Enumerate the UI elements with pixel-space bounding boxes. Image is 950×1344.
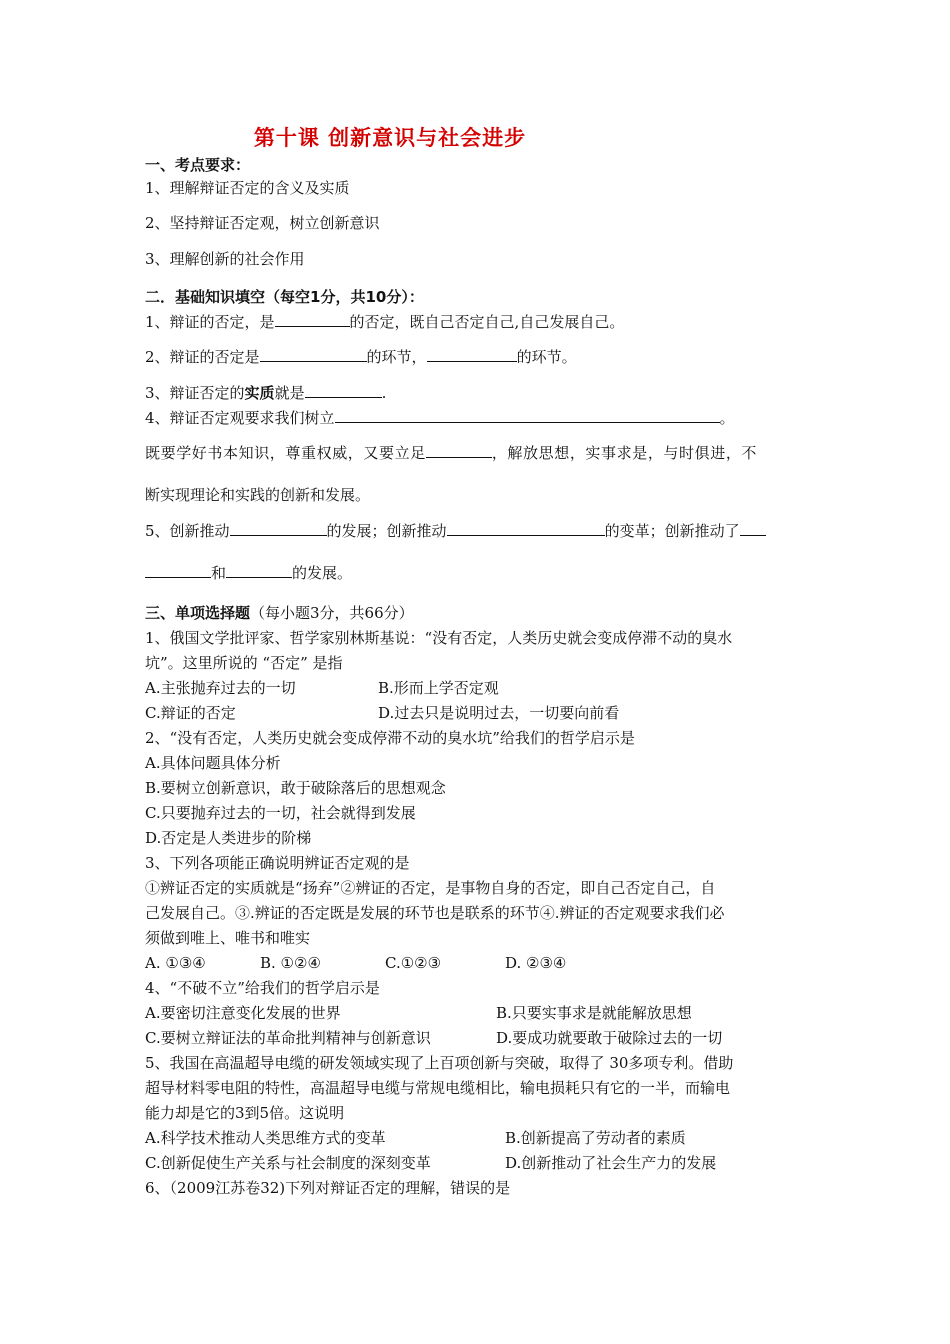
q4-option-a: A.要密切注意变化发展的世界 [145,1004,341,1022]
fill-question-4-end: 断实现理论和实践的创新和发展。 [145,486,371,504]
blank-line [305,382,382,398]
q2-option-c: C.只要抛弃过去的一切，社会就得到发展 [145,804,416,822]
q4-option-b: B.只要实事求是就能解放思想 [496,1004,692,1022]
fill-question-1 [145,311,810,332]
q5-option-c: C.创新促使生产关系与社会制度的深刻变革 [145,1154,431,1172]
section1-item-1: 1、理解辩证否定的含义及实质 [145,179,350,197]
q3-text-c: 就是 [274,384,305,402]
q5-option-d: D.创新推动了社会生产力的发展 [505,1154,717,1172]
q2-option-a: A.具体问题具体分析 [145,754,281,772]
section3-heading: 三、单项选择题 [145,604,251,622]
q3-option-a: A. ①③④ [145,954,206,972]
section1-heading: 一、考点要求： [145,156,251,174]
q3-bold-text: 实质 [244,384,275,402]
section1-item-3: 3、理解创新的社会作用 [145,250,305,268]
fill-question-4 [145,407,810,428]
mc-question-5-line-2: 超导材料零电阻的特性，高温超导电缆与常规电缆相比，输电损耗只有它的一半，而输电 [145,1079,731,1097]
q4-text-b: 。 [719,409,735,427]
section3-heading-note: （每小题3分，共66分） [250,604,414,622]
blank-line [740,520,766,536]
blank-line [260,346,367,362]
mc-question-5-line-3: 能力却是它的3到5倍。这说明 [145,1104,345,1122]
q4-option-c: C.要树立辩证法的革命批判精神与创新意识 [145,1029,431,1047]
mc-question-1-line-1: 1、俄国文学批评家、哲学家别林斯基说：“没有否定，人类历史就会变成停滞不动的臭水 [145,629,733,647]
section3-heading-row [145,603,810,623]
q3-option-d: D. ②③④ [505,954,567,972]
q4b-text-a: 既要学好书本知识，尊重权威，又要立足 [145,444,426,462]
q1-text-b: 的否定，既自己否定自己,自己发展自己。 [349,313,625,331]
mc-question-3-line-4: 须做到唯上、唯书和唯实 [145,929,311,947]
blank-line [335,407,720,423]
fill-question-3 [145,382,810,403]
fill-question-4-cont [145,442,810,463]
q5-text-c: 的变革；创新推动了 [604,522,740,540]
q1-text-a: 1、辩证的否定，是 [145,313,275,331]
blank-line [145,562,211,578]
q4-option-d: D.要成功就要敢于破除过去的一切 [496,1029,723,1047]
q2-option-d: D.否定是人类进步的阶梯 [145,829,312,847]
q2-option-b: B.要树立创新意识，敢于破除落后的思想观念 [145,779,446,797]
q3-option-b: B. ①②④ [260,954,321,972]
q1-option-b: B.形而上学否定观 [378,679,499,697]
q5b-text-b: 的发展。 [292,564,353,582]
q5-option-a: A.科学技术推动人类思维方式的变革 [145,1129,386,1147]
mc-question-3-line-2: ①辨证否定的实质就是“扬弃”②辨证的否定，是事物自身的否定，即自己否定自己，自 [145,879,716,897]
q1-option-d: D.过去只是说明过去，一切要向前看 [378,704,620,722]
q1-option-c: C.辩证的否定 [145,704,236,722]
q4-text-a: 4、辩证否定观要求我们树立 [145,409,335,427]
fill-question-5 [145,520,810,541]
q2-text-b: 的环节， [366,348,427,366]
mc-question-4-line-1: 4、“不破不立”给我们的哲学启示是 [145,979,380,997]
blank-line [275,311,350,327]
q2-text-c: 的环节。 [516,348,577,366]
mc-question-1-line-2: 坑”。这里所说的 “否定” 是指 [145,654,343,672]
q3-option-c: C.①②③ [385,954,442,972]
q2-text-a: 2、辩证的否定是 [145,348,260,366]
q5b-text-a: 和 [211,564,227,582]
blank-line [426,442,492,458]
mc-question-2-line-1: 2、“没有否定，人类历史就会变成停滞不动的臭水坑”给我们的哲学启示是 [145,729,635,747]
section2-heading: 二．基础知识填空（每空1分，共10分）： [145,288,424,306]
page-title: 第十课 创新意识与社会进步 [253,126,527,150]
q3-text-a: 3、辩证否定的 [145,384,245,402]
blank-line [427,346,517,362]
blank-line [230,520,327,536]
section1-item-2: 2、坚持辩证否定观，树立创新意识 [145,214,380,232]
blank-line [226,562,292,578]
q5-text-a: 5、创新推动 [145,522,230,540]
q5-text-b: 的发展；创新推动 [326,522,447,540]
q3-text-d: . [381,384,387,402]
mc-question-6-line-1: 6、（2009江苏卷32)下列对辩证否定的理解，错误的是 [145,1179,511,1197]
mc-question-5-line-1: 5、我国在高温超导电缆的研发领域实现了上百项创新与突破，取得了 30多项专利。借助 [145,1054,734,1072]
q5-option-b: B.创新提高了劳动者的素质 [505,1129,686,1147]
fill-question-5-cont [145,562,810,583]
mc-question-3-line-1: 3、下列各项能正确说明辨证否定观的是 [145,854,410,872]
mc-question-3-line-3: 己发展自己。③.辨证的否定既是发展的环节也是联系的环节④.辨证的否定观要求我们必 [145,904,725,922]
q1-option-a: A.主张抛弃过去的一切 [145,679,296,697]
fill-question-2 [145,346,810,367]
q4b-text-b: ，解放思想，实事求是，与时俱进，不 [491,444,758,462]
blank-line [447,520,605,536]
